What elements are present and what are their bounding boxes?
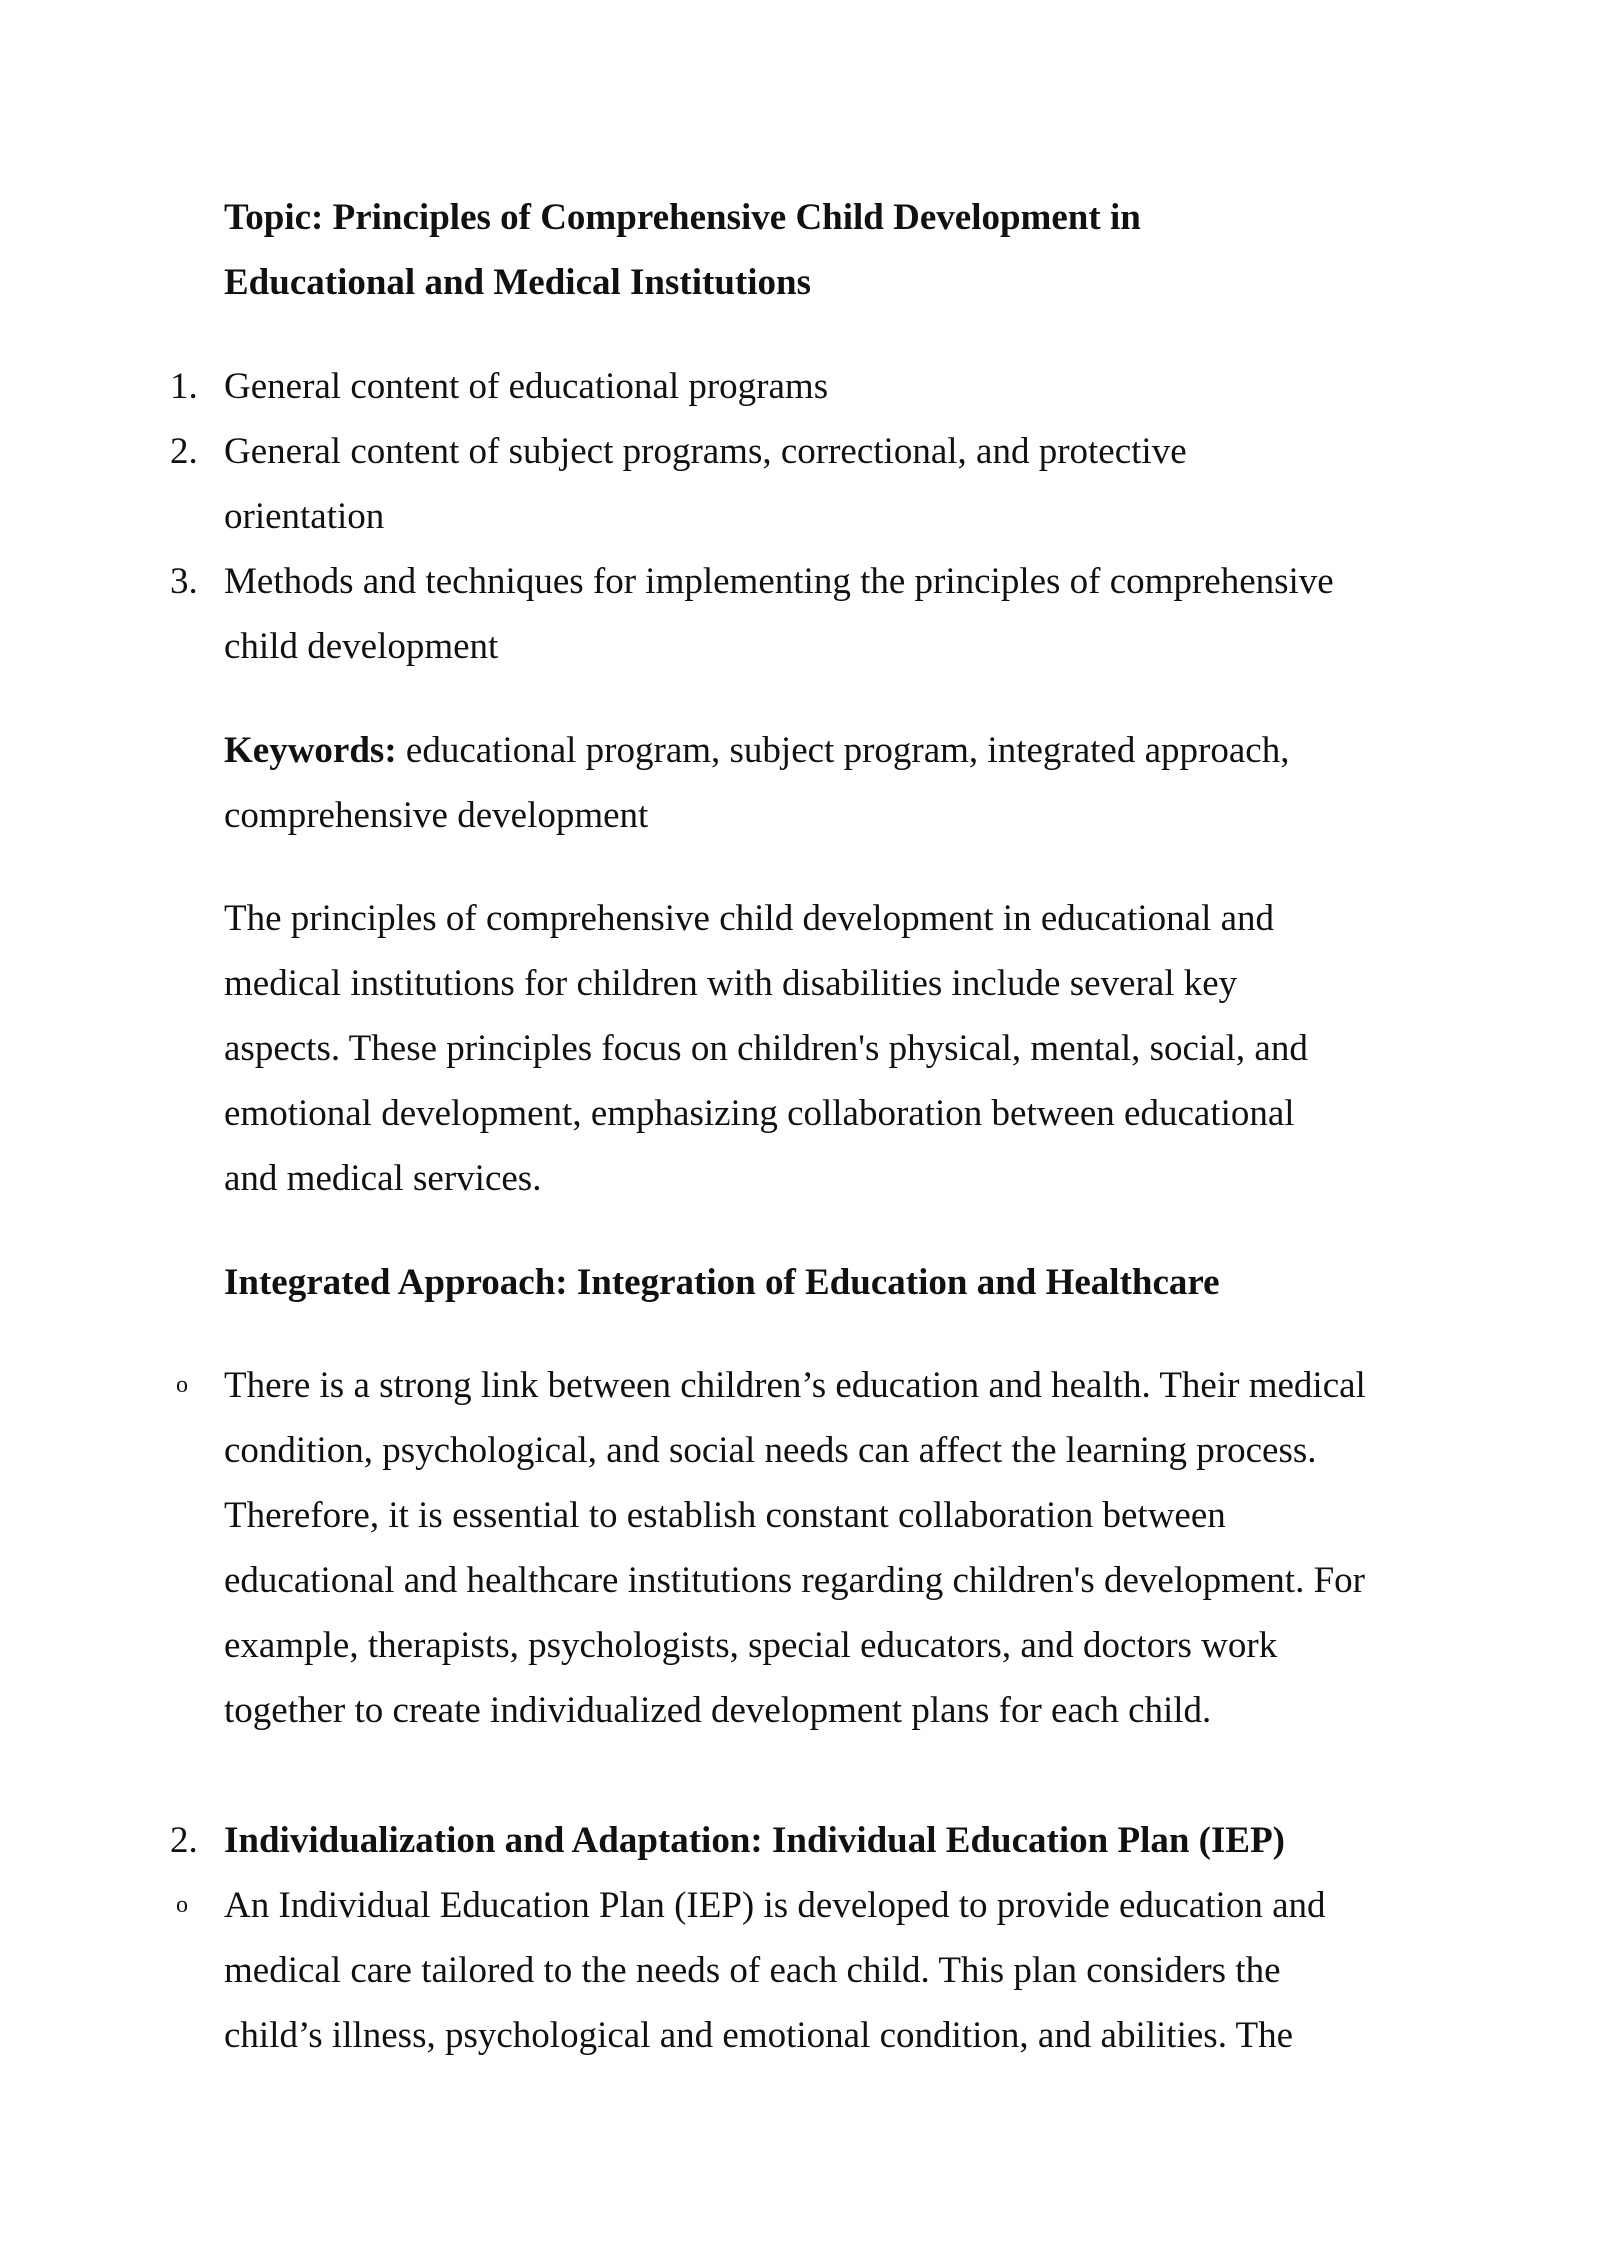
title-line-2: Educational and Medical Institutions — [224, 262, 811, 303]
bullet-marker: o — [176, 1372, 188, 1398]
title-line-1: Topic: Principles of Comprehensive Child Development in — [224, 197, 1141, 238]
outline-text: Methods and techniques for implementing the principles of comprehensive child development — [224, 561, 1334, 667]
document-title — [224, 185, 1374, 315]
outline-number: 2. — [170, 1820, 198, 1861]
outline-number: 2. — [170, 431, 198, 472]
keywords-text: educational program, subject program, integrated approach, comprehensive development — [224, 730, 1290, 836]
section-heading-integrated-approach: Integrated Approach: Integration of Education and Healthcare — [224, 1262, 1220, 1303]
bullet-text: There is a strong link between children’s education and health. Their medical condition, psychological, and social needs can affect the learning process. Therefore, it is essential to establish constant collaboration between educational and healthcare institutions regarding children's development. For example, therapists, psychologists, special educators, and doctors work together to create individualized development plans for each child. — [224, 1365, 1366, 1731]
outline-number: 1. — [170, 366, 198, 407]
outline-text: General content of subject programs, correctional, and protective orientation — [224, 431, 1187, 537]
outline-text: General content of educational programs — [224, 366, 829, 407]
bullet-text: An Individual Education Plan (IEP) is developed to provide education and medical care tailored to the needs of each child. This plan considers the child’s illness, psychological and emotional condition, and abilities. The — [224, 1885, 1326, 2056]
section-heading-text: Individualization and Adaptation: Individual Education Plan (IEP) — [224, 1820, 1286, 1861]
keywords-label: Keywords: — [224, 730, 397, 771]
outline-number: 3. — [170, 561, 198, 602]
bullet-marker: o — [176, 1892, 188, 1918]
intro-paragraph: The principles of comprehensive child development in educational and medical institutions for children with disabilities include several key aspects. These principles focus on children's physical, mental, social, and emotional development, emphasizing collaboration between educational and medical services. — [224, 898, 1308, 1199]
keywords-paragraph — [224, 718, 1354, 848]
